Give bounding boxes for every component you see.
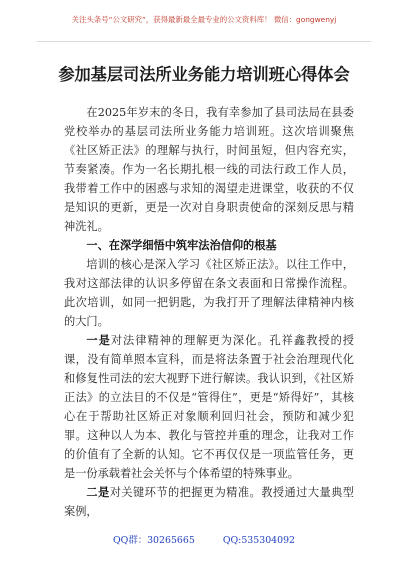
footer-qq-contact[interactable]: QQ:535304092 bbox=[222, 535, 296, 546]
header-divider bbox=[37, 41, 371, 42]
footer-qq-group[interactable]: QQ群：30265665 bbox=[112, 535, 195, 546]
paragraph-text: 对关键环节的把握更为精准。教授通过大量典型案例， bbox=[64, 486, 354, 518]
body-paragraph: 培训的核心是深入学习《社区矫正法》。以往工作中，我对这部法律的认识多停留在条文表面和日常操作流程。此次培训，如同一把钥匙，为我打开了理解法律精神内核的大门。 bbox=[64, 258, 354, 328]
body-paragraph bbox=[64, 483, 354, 521]
promo-banner[interactable]: 关注头条号“公文研究”，获得最新最全最专业的公文资料库！ 微信：gongwenyj bbox=[71, 15, 337, 24]
document-title: 参加基层司法所业务能力培训班心得体会 bbox=[58, 65, 350, 84]
contact-footer bbox=[0, 532, 408, 546]
paragraph-text: 对法律精神的理解更为深化。孔祥鑫教授的授课，没有简单照本宣科，而是将法条置于社会治理现代化和修复性司法的宏大视野下进行解读。我认识到，《社区矫正法》的立法目的不仅是“管得住”，更是“矫得好”，其核心在于帮助社区矫正对象顺利回归社会，预防和减少犯罪。这种以人为本、教化与管控并重的理念，让我对工作的价值有了全新的认知。它不再仅仅是一项监管任务，更是一份承载着社会关怀与个体希望的特殊事业。 bbox=[64, 334, 354, 480]
document-body bbox=[64, 103, 354, 521]
body-paragraph bbox=[64, 331, 354, 483]
paragraph-lead: 二是 bbox=[86, 486, 110, 499]
body-paragraph: 在2025年岁末的冬日，我有幸参加了县司法局在县委党校举办的基层司法所业务能力培训班。这次培训聚焦《社区矫正法》的理解与执行，时间虽短，但内容充实，节奏紧凑。作为一名长期扎根一线的司法行政工作人员，我带着工作中的困惑与求知的渴望走进课堂，收获的不仅是知识的更新，更是一次对自身职责使命的深刻反思与精神洗礼。 bbox=[64, 106, 354, 233]
section-heading: 一、在深学细悟中筑牢法治信仰的根基 bbox=[86, 239, 277, 252]
paragraph-lead: 一是 bbox=[86, 334, 111, 347]
